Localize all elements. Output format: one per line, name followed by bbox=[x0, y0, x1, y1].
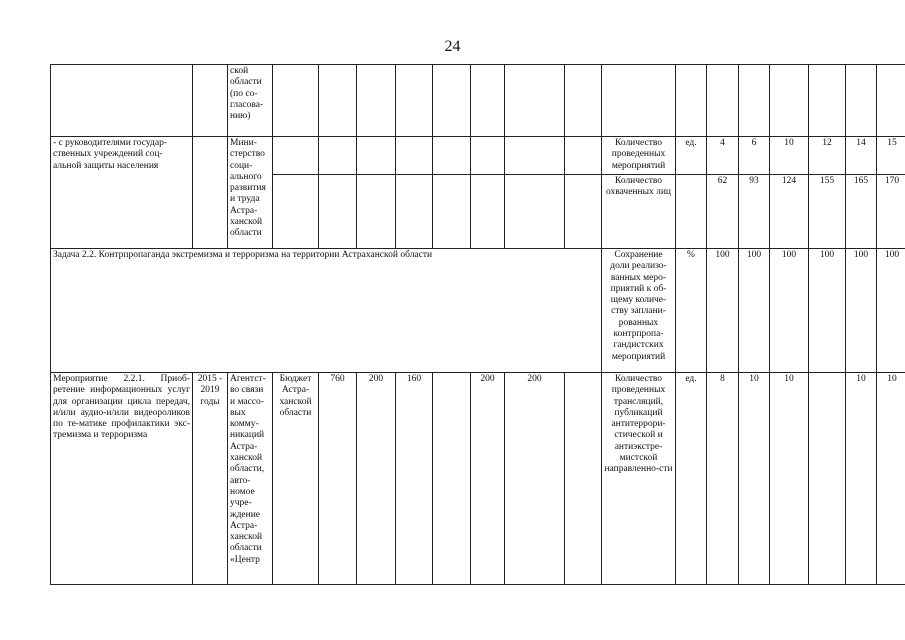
table-row bbox=[51, 137, 905, 175]
value-cell: 93 bbox=[739, 175, 770, 249]
table-row bbox=[51, 65, 905, 137]
indicator-cell: Количество проведенных мероприятий bbox=[602, 137, 676, 175]
finance-cell: 200 bbox=[471, 373, 505, 585]
measure-text: - с руководителями государ-ственных учреждений соц-альной защиты населения bbox=[51, 137, 193, 249]
program-table bbox=[50, 64, 905, 585]
table-row bbox=[51, 373, 905, 585]
value-cell: 10 bbox=[770, 373, 809, 585]
value-cell: 165 bbox=[846, 175, 877, 249]
value-cell: 100 bbox=[770, 249, 809, 373]
value-cell: 124 bbox=[770, 175, 809, 249]
value-cell: 15 bbox=[877, 137, 905, 175]
unit-cell: ед. bbox=[676, 373, 707, 585]
value-cell: 100 bbox=[877, 249, 905, 373]
value-cell: 10 bbox=[846, 373, 877, 585]
value-cell: 4 bbox=[707, 137, 739, 175]
finance-cell bbox=[433, 373, 471, 585]
source-cell: Бюджет Астра-ханской области bbox=[273, 373, 319, 585]
indicator-cell: Количество охваченных лиц bbox=[602, 175, 676, 249]
indicator-cell: Количество проведенных трансляций, публикаций антитеррори-стической и антиэкстре-мистской направленно-сти bbox=[602, 373, 676, 585]
finance-cell: 160 bbox=[396, 373, 433, 585]
value-cell: 12 bbox=[809, 137, 846, 175]
task-title: Задача 2.2. Контрпропаганда экстремизма и терроризма на территории Астраханской области bbox=[51, 249, 602, 373]
value-cell: 14 bbox=[846, 137, 877, 175]
table-row bbox=[51, 249, 905, 373]
value-cell: 155 bbox=[809, 175, 846, 249]
value-cell: 100 bbox=[809, 249, 846, 373]
value-cell: 10 bbox=[877, 373, 905, 585]
value-cell: 100 bbox=[846, 249, 877, 373]
value-cell bbox=[809, 373, 846, 585]
value-cell: 170 bbox=[877, 175, 905, 249]
value-cell: 100 bbox=[739, 249, 770, 373]
unit-cell: % bbox=[676, 249, 707, 373]
value-cell: 10 bbox=[739, 373, 770, 585]
value-cell: 62 bbox=[707, 175, 739, 249]
unit-cell: ед. bbox=[676, 137, 707, 175]
term-cell: 2015 - 2019 годы bbox=[193, 373, 228, 585]
finance-cell: 760 bbox=[319, 373, 357, 585]
page-number: 24 bbox=[444, 38, 461, 55]
executor-cell: ской области (по со-гласова-нию) bbox=[228, 65, 273, 137]
value-cell: 10 bbox=[770, 137, 809, 175]
finance-cell: 200 bbox=[357, 373, 396, 585]
executor-cell: Агентст-во связи и массо-вых комму-никаций Астра-ханской области, авто-номое учре-ждение Астра-ханской области «Центр bbox=[228, 373, 273, 585]
value-cell: 8 bbox=[707, 373, 739, 585]
finance-cell: 200 bbox=[505, 373, 565, 585]
unit-cell bbox=[676, 175, 707, 249]
indicator-cell: Сохранение доли реализо-ванных меро-приятий к об-щему количе-ству заплани-рованных контрпропа-гандистских мероприятий bbox=[602, 249, 676, 373]
value-cell: 100 bbox=[707, 249, 739, 373]
value-cell: 6 bbox=[739, 137, 770, 175]
executor-cell: Мини-стерство соци-ального развития и труда Астра-ханской области bbox=[228, 137, 273, 249]
measure-text: Мероприятие 2.2.1. Приоб-ретение информационных услуг для организации цикла передач, и/или аудио-и/или видеороликов по те-матике профилактики экс-тремизма и терроризма bbox=[51, 373, 193, 585]
